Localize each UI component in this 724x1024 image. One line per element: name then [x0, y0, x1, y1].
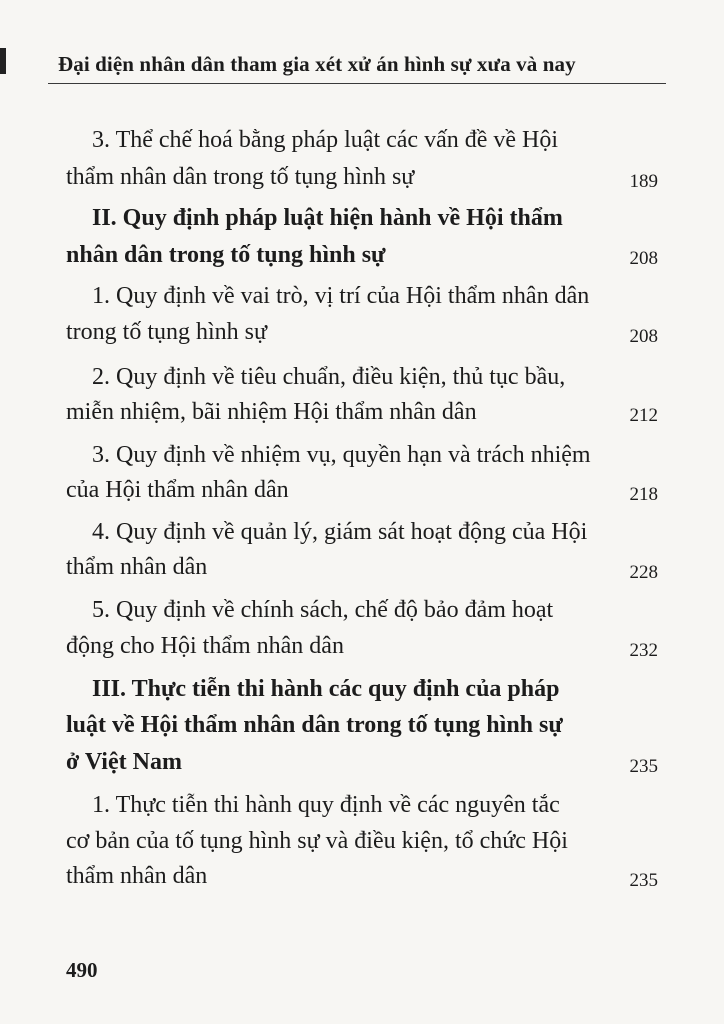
toc-section-heading: luật về Hội thẩm nhân dân trong tố tụng hình sự [66, 712, 563, 738]
toc-page-number: 212 [629, 405, 658, 426]
toc-page-number: 232 [629, 640, 658, 661]
toc-section-heading: nhân dân trong tố tụng hình sự [66, 242, 386, 268]
toc-section-heading: ở Việt Nam [66, 749, 182, 775]
page-edge-mark [0, 48, 6, 74]
toc-entry-line: 5. Quy định về chính sách, chế độ bảo đảm hoạt [92, 597, 554, 623]
toc-page-number: 235 [629, 870, 658, 891]
page-folio-number: 490 [66, 958, 98, 982]
toc-entry-line: thẩm nhân dân [66, 863, 208, 889]
toc-entry-line: của Hội thẩm nhân dân [66, 477, 289, 503]
toc-entry-line: 2. Quy định về tiêu chuẩn, điều kiện, thủ tục bầu, [92, 364, 566, 390]
toc-section-heading: III. Thực tiễn thi hành các quy định của pháp [92, 676, 560, 702]
toc-entry-line: 3. Quy định về nhiệm vụ, quyền hạn và trách nhiệm [92, 442, 591, 468]
toc-entry-line: trong tố tụng hình sự [66, 319, 268, 345]
toc-entry-line: 4. Quy định về quản lý, giám sát hoạt động của Hội [92, 519, 588, 545]
toc-entry-line: động cho Hội thẩm nhân dân [66, 633, 344, 659]
toc-page-number: 189 [629, 171, 658, 192]
header-rule [48, 83, 666, 84]
toc-entry-line: 1. Quy định về vai trò, vị trí của Hội thẩm nhân dân [92, 283, 590, 309]
toc-entry-line: 1. Thực tiễn thi hành quy định về các nguyên tắc [92, 792, 560, 818]
toc-page-number: 218 [629, 484, 658, 505]
toc-section-heading: II. Quy định pháp luật hiện hành về Hội thẩm [92, 205, 563, 231]
running-header: Đại diện nhân dân tham gia xét xử án hình sự xưa và nay [58, 52, 576, 76]
toc-page-number: 228 [629, 562, 658, 583]
toc-entry-line: miễn nhiệm, bãi nhiệm Hội thẩm nhân dân [66, 399, 477, 425]
toc-entry-line: 3. Thể chế hoá bằng pháp luật các vấn đề về Hội [92, 127, 559, 153]
toc-entry-line: cơ bản của tố tụng hình sự và điều kiện, tổ chức Hội [66, 828, 568, 854]
toc-page-number: 235 [629, 756, 658, 777]
toc-entry-line: thẩm nhân dân trong tố tụng hình sự [66, 164, 415, 190]
toc-page-number: 208 [629, 326, 658, 347]
toc-entry-line: thẩm nhân dân [66, 554, 208, 580]
toc-page-number: 208 [629, 248, 658, 269]
